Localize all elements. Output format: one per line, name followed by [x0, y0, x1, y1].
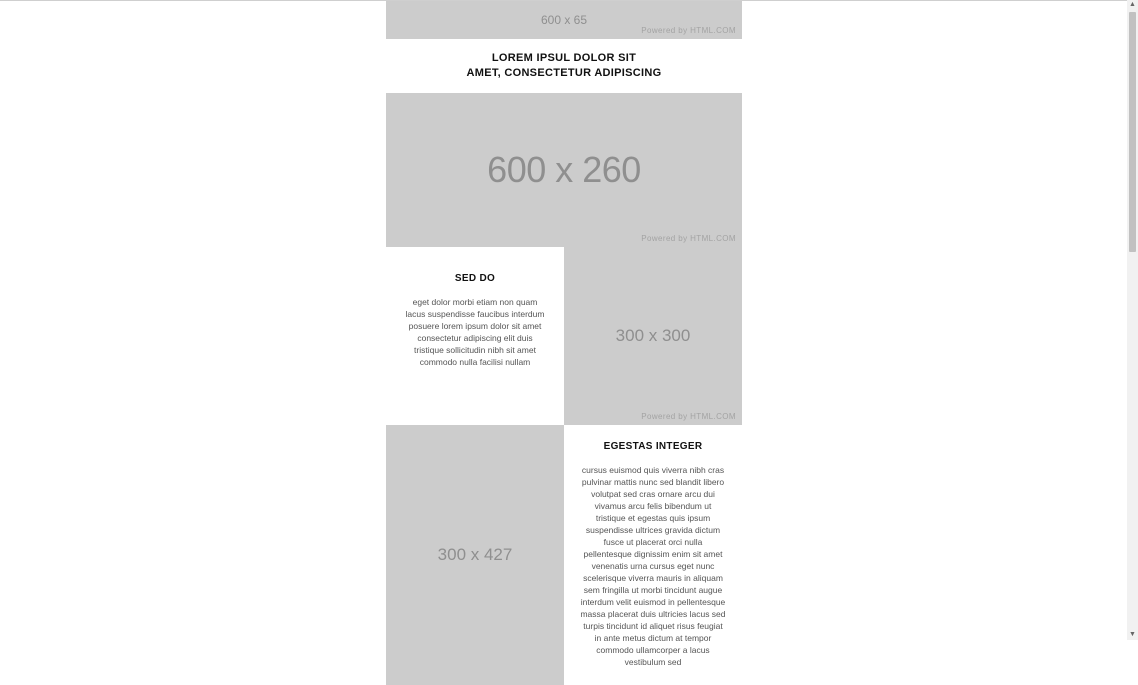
section-2-title: EGESTAS INTEGER	[603, 441, 703, 452]
section-row-1	[386, 247, 742, 425]
section-2-body: cursus euismod quis viverra nibh cras pulvinar mattis nunc sed blandit libero volutpat sed cras ornare arcu dui vivamus arcu felis bibendum ut tristique et egestas quis ipsum suspendisse ultrices gravida dictum fusce ut placerat orci nulla pellentesque dignissim enim sit amet venenatis urna cursus eget nunc scelerisque viverra mauris in aliquam sem fringilla ut morbi tincidunt augue interdum velit euismod in pellentesque massa placerat duis ultricies lacus sed turpis tincidunt id aliquet risus feugiat in ante metus dictum at tempor commodo ullamcorper a lacus vestibulum sed	[580, 465, 726, 667]
section-1-body: eget dolor morbi etiam non quam lacus suspendisse faucibus interdum posuere lorem ipsum dolor sit amet consectetur adipiscing elit duis tristique sollicitudin nibh sit amet commodo nulla facilisi nullam	[405, 297, 545, 367]
section-2-image-dimensions: 300 x 427	[437, 545, 513, 564]
hero-image-placeholder	[386, 93, 742, 247]
section-1-image-placeholder	[564, 247, 742, 425]
scrollbar-thumb[interactable]	[1129, 12, 1136, 252]
triangle-up-icon[interactable]: ▲	[1129, 1, 1136, 8]
main-heading	[386, 39, 742, 93]
section-row-2	[386, 425, 742, 685]
hero-dimensions: 600 x 260	[487, 149, 641, 190]
main-heading-line-1: LOREM IPSUL DOLOR SIT	[491, 52, 637, 64]
section-1-text	[386, 247, 564, 425]
banner-dimensions: 600 x 65	[540, 13, 588, 27]
banner-powered-by: Powered by HTML.COM	[641, 26, 736, 35]
section-2-image-placeholder	[386, 425, 564, 685]
section-1-image-dimensions: 300 x 300	[615, 326, 691, 345]
banner-image-placeholder	[386, 1, 742, 39]
main-heading-line-2: AMET, CONSECTETUR ADIPISCING	[466, 67, 662, 79]
section-2-text	[564, 425, 742, 685]
section-1-powered-by: Powered by HTML.COM	[641, 412, 736, 421]
vertical-scrollbar[interactable]	[1127, 0, 1138, 640]
triangle-down-icon[interactable]: ▼	[1129, 631, 1136, 638]
section-1-title: SED DO	[454, 273, 496, 284]
hero-powered-by: Powered by HTML.COM	[641, 234, 736, 243]
email-template	[386, 1, 742, 685]
